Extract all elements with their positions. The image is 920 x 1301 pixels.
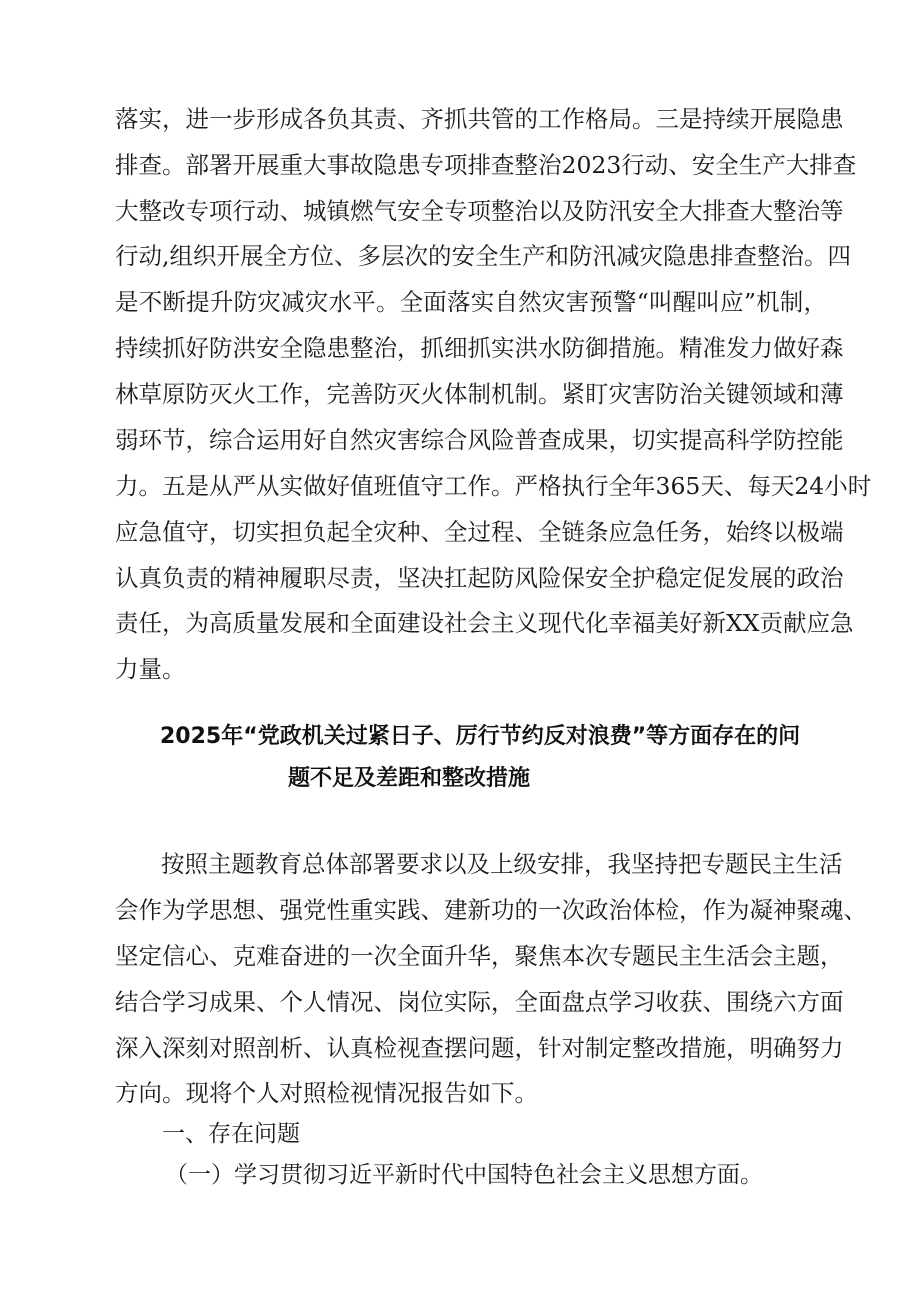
paragraph-line: 认真负责的精神履职尽责，坚决扛起防风险保安全护稳定促发展的政治 xyxy=(115,564,844,592)
paragraph-line: 排查。部署开展重大事故隐患专项排查整治2023行动、安全生产大排查 xyxy=(115,151,857,179)
paragraph-line: 持续抓好防洪安全隐患整治，抓细抓实洪水防御措施。精准发力做好森 xyxy=(115,334,844,362)
paragraph-line: 大整改专项行动、城镇燃气安全专项整治以及防汛安全大排查大整治等 xyxy=(115,197,844,225)
paragraph-line: 坚定信心、克难奋进的一次全面升华，聚焦本次专题民主生活会主题， xyxy=(115,942,844,970)
paragraph-line: 方向。现将个人对照检视情况报告如下。 xyxy=(115,1079,538,1107)
paragraph-line: 落实，进一步形成各负其责、齐抓共管的工作格局。三是持续开展隐患 xyxy=(115,105,844,133)
paragraph-line: 责任，为高质量发展和全面建设社会主义现代化幸福美好新XX贡献应急 xyxy=(115,609,854,637)
paragraph-line: 林草原防灭火工作，完善防灭火体制机制。紧盯灾害防治关键领域和薄 xyxy=(115,380,844,408)
paragraph-line: 弱环节，综合运用好自然灾害综合风险普查成果，切实提高科学防控能 xyxy=(115,426,844,454)
paragraph-line: 应急值守，切实担负起全灾种、全过程、全链条应急任务，始终以极端 xyxy=(115,518,844,546)
document-title-line2: 题不足及差距和整改措施 xyxy=(288,766,531,791)
paragraph-line: 力量。 xyxy=(115,655,186,683)
paragraph-line: 力。五是从严从实做好值班值守工作。严格执行全年365天、每天24小时 xyxy=(115,472,872,500)
document-title-line1: 2025年“党政机关过紧日子、厉行节约反对浪费”等方面存在的问 xyxy=(160,724,801,749)
paragraph-line: 是不断提升防灾减灾水平。全面落实自然灾害预警“叫醒叫应”机制， xyxy=(115,288,827,316)
paragraph-line: 深入深刻对照剖析、认真检视查摆问题，针对制定整改措施，明确努力 xyxy=(115,1034,844,1062)
paragraph-line: 结合学习成果、个人情况、岗位实际，全面盘点学习收获、围绕六方面 xyxy=(115,988,844,1016)
subsection-heading: （一）学习贯彻习近平新时代中国特色社会主义思想方面。 xyxy=(165,1162,763,1188)
paragraph-line: 行动,组织开展全方位、多层次的安全生产和防汛减灾隐患排查整治。四 xyxy=(115,242,851,270)
section-heading: 一、存在问题 xyxy=(162,1121,300,1147)
paragraph-line: 会作为学思想、强党性重实践、建新功的一次政治体检，作为凝神聚魂、 xyxy=(115,896,867,924)
paragraph-line: 按照主题教育总体部署要求以及上级安排，我坚持把专题民主生活 xyxy=(161,850,843,878)
